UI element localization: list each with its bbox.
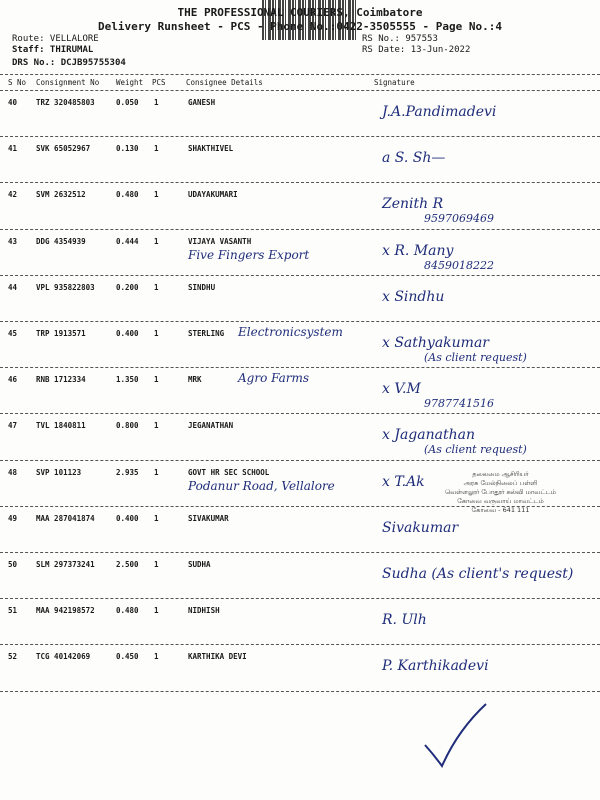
row-consignment-no: MAA 287041874 <box>36 513 95 523</box>
row-divider <box>0 413 600 414</box>
table-row <box>0 646 600 692</box>
row-weight: 0.444 <box>116 236 139 246</box>
row-consignment-no: SVM 2632512 <box>36 190 86 200</box>
row-pcs: 1 <box>154 98 159 107</box>
row-consignee: GOVT HR SEC SCHOOL <box>188 467 270 477</box>
row-divider <box>0 367 600 368</box>
row-consignee: SHAKTHIVEL <box>188 144 234 154</box>
row-divider <box>0 229 600 230</box>
row-weight: 0.050 <box>116 98 139 107</box>
row-consignee: SUDHA <box>188 560 211 569</box>
row-weight: 0.800 <box>116 421 139 431</box>
row-consignment-no: TRP 1913571 <box>36 329 86 338</box>
row-consignment-no: SVP 101123 <box>36 467 82 477</box>
row-divider <box>0 182 600 183</box>
row-sno: 49 <box>8 513 18 523</box>
handwritten-note: Agro Farms <box>238 371 310 386</box>
row-consignee: STERLING <box>188 329 225 338</box>
row-divider <box>0 691 600 692</box>
row-consignment-no: RNB 1712334 <box>36 375 86 385</box>
row-consignee: UDAYAKUMARI <box>188 190 238 200</box>
row-sno: 46 <box>8 375 18 385</box>
row-pcs: 1 <box>154 282 159 292</box>
table-row <box>0 415 600 461</box>
handwritten-signature: x Sathyakumar <box>382 335 489 351</box>
handwritten-signature-extra: (As client request) <box>424 443 527 457</box>
row-consignee: VIJAYA VASANTH <box>188 236 252 246</box>
table-row <box>0 138 600 184</box>
handwritten-note: Podanur Road, Vellalore <box>188 478 335 493</box>
col-header-consignee: Consignee Details <box>186 78 263 87</box>
table-row <box>0 184 600 230</box>
handwritten-signature: J.A.Pandimadevi <box>382 104 497 120</box>
row-pcs: 1 <box>154 513 159 523</box>
row-pcs: 1 <box>154 652 159 662</box>
row-weight: 0.130 <box>116 144 139 154</box>
row-consignee: SINDHU <box>188 282 216 292</box>
header-subtitle: Delivery Runsheet - PCS - Phone No.:0422-3505555 - Page No.:4 <box>98 20 502 33</box>
row-pcs: 1 <box>154 467 159 477</box>
row-sno: 50 <box>8 560 18 569</box>
table-row <box>0 369 600 415</box>
handwritten-signature: P. Karthikadevi <box>382 658 489 675</box>
row-weight: 2.500 <box>116 560 139 569</box>
row-consignee: SIVAKUMAR <box>188 513 229 523</box>
row-pcs: 1 <box>154 375 159 385</box>
staff-label: Staff: THIRUMAL <box>12 45 94 55</box>
table-row <box>0 277 600 323</box>
handwritten-signature-extra: 9597069469 <box>424 212 494 226</box>
row-divider <box>0 460 600 461</box>
stamp-line: தலைமை ஆசிரியர் <box>472 470 529 478</box>
handwritten-signature-extra: 8459018222 <box>424 258 494 272</box>
stamp-line: கோவை வருவாய் மாவட்டம் <box>457 497 544 505</box>
table-row <box>0 600 600 646</box>
handwritten-signature: x T.Ak <box>382 473 425 490</box>
row-divider <box>0 321 600 322</box>
row-weight: 0.480 <box>116 190 139 200</box>
handwritten-signature: x V.M <box>382 381 421 398</box>
row-weight: 0.400 <box>116 513 139 523</box>
row-pcs: 1 <box>154 606 159 616</box>
school-stamp <box>418 470 583 515</box>
row-sno: 40 <box>8 98 18 107</box>
header-title: THE PROFESSIONAL COURIERS, Coimbatore <box>177 6 423 19</box>
table-row <box>0 554 600 600</box>
row-weight: 1.350 <box>116 375 139 385</box>
row-sno: 41 <box>8 144 18 154</box>
row-consignment-no: TRZ 320485803 <box>36 98 95 107</box>
checkmark-icon <box>420 700 490 770</box>
handwritten-note: Five Fingers Export <box>188 247 310 262</box>
col-header-pcs: PCS <box>152 78 166 87</box>
row-pcs: 1 <box>154 190 159 200</box>
row-divider <box>0 275 600 276</box>
header-rule <box>0 90 600 91</box>
handwritten-signature: R. Ulh <box>382 612 427 629</box>
row-consignment-no: VPL 935822803 <box>36 282 95 292</box>
row-divider <box>0 598 600 599</box>
table-top-rule <box>0 74 600 75</box>
handwritten-signature: Sudha (As client's request) <box>382 566 574 582</box>
row-weight: 0.480 <box>116 606 139 616</box>
row-weight: 2.935 <box>116 467 139 477</box>
row-pcs: 1 <box>154 560 159 569</box>
handwritten-signature-extra: (As client request) <box>424 351 527 364</box>
handwritten-signature: a S. Sh— <box>382 150 446 167</box>
col-header-weight: Weight <box>116 78 144 87</box>
handwritten-signature: Sivakumar <box>382 519 459 536</box>
row-sno: 45 <box>8 329 18 338</box>
row-sno: 43 <box>8 236 18 246</box>
row-pcs: 1 <box>154 329 159 338</box>
row-consignee: KARTHIKA DEVI <box>188 652 247 662</box>
row-consignee: MRK <box>188 375 202 385</box>
row-consignee: JEGANATHAN <box>188 421 234 431</box>
stamp-line: வெள்ளலூர் போதூர் கல்வி மாவட்டம் <box>444 488 557 496</box>
handwritten-note: Electronicsystem <box>238 325 343 339</box>
table-row <box>0 231 600 277</box>
stamp-line: அரசு மேல்நிலைப் பள்ளி <box>463 479 538 487</box>
col-header-consignment: Consignment No <box>36 78 100 87</box>
row-weight: 0.450 <box>116 652 139 662</box>
row-pcs: 1 <box>154 236 159 246</box>
row-consignment-no: MAA 942198572 <box>36 606 95 616</box>
col-header-sno: S No <box>8 78 27 87</box>
row-sno: 47 <box>8 421 18 431</box>
row-divider <box>0 136 600 137</box>
row-weight: 0.200 <box>116 282 139 292</box>
row-sno: 51 <box>8 606 18 616</box>
row-sno: 48 <box>8 467 18 477</box>
row-consignment-no: TVL 1840811 <box>36 421 86 431</box>
row-consignment-no: SLM 297373241 <box>36 560 95 569</box>
handwritten-signature: Zenith R <box>382 196 444 213</box>
row-divider <box>0 552 600 553</box>
handwritten-signature: x Sindhu <box>382 288 445 305</box>
route-label: Route: VELLALORE <box>12 34 99 44</box>
row-sno: 42 <box>8 190 18 200</box>
row-divider <box>0 644 600 645</box>
row-consignee: NIDHISH <box>188 606 220 616</box>
table-row <box>0 92 600 138</box>
rs-date-label: RS Date: 13-Jun-2022 <box>362 45 471 55</box>
handwritten-signature: x Jaganathan <box>382 427 475 444</box>
row-consignment-no: DDG 4354939 <box>36 236 86 246</box>
drs-label: DRS No.: DCJB95755304 <box>12 58 126 68</box>
row-pcs: 1 <box>154 421 159 431</box>
row-consignment-no: SVK 65052967 <box>36 144 91 154</box>
stamp-line: கோவை - 641 111 <box>471 506 530 514</box>
col-header-signature: Signature <box>374 78 415 87</box>
row-sno: 52 <box>8 652 18 662</box>
row-weight: 0.400 <box>116 329 139 338</box>
row-pcs: 1 <box>154 144 159 154</box>
row-consignee: GANESH <box>188 98 216 107</box>
row-consignment-no: TCG 40142069 <box>36 652 91 662</box>
handwritten-signature-extra: 9787741516 <box>424 397 494 411</box>
rs-no-label: RS No.: 957553 <box>362 34 438 44</box>
row-sno: 44 <box>8 282 18 292</box>
handwritten-signature: x R. Many <box>382 242 454 259</box>
table-row <box>0 323 600 369</box>
